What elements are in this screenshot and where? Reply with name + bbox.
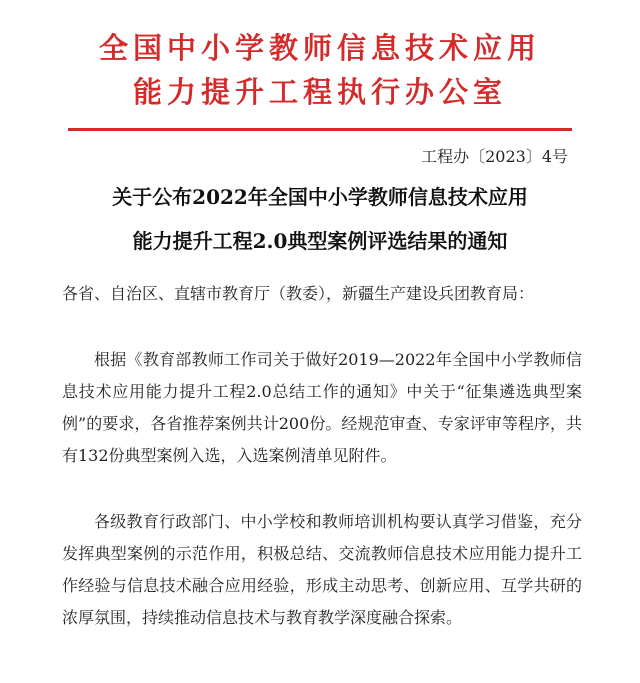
red-divider-line xyxy=(68,128,572,131)
document-number: 工程办〔2023〕4号 xyxy=(421,147,568,166)
body-paragraph-2: 各级教育行政部门、中小学校和教师培训机构要认真学习借鉴，充分发挥典型案例的示范作用，积极总结、交流教师信息技术应用能力提升工作经验与信息技术融合应用经验，形成主动思考、创新应用、互学共研的浓厚氛围，持续推动信息技术与教育教学深度融合探索。 xyxy=(62,512,582,627)
addressee: 各省、自治区、直辖市教育厅（教委），新疆生产建设兵团教育局： xyxy=(62,284,535,303)
body-paragraph-1: 根据《教育部教师工作司关于做好2019—2022年全国中小学教师信息技术应用能力提升工程2.0总结工作的通知》中关于“征集遴选典型案例”的要求，各省推荐案例共计200份。经规范审查、专家评审等程序，共有132份典型案例入选，入选案例清单见附件。 xyxy=(62,350,582,465)
notice-title-line-2: 能力提升工程2.0典型案例评选结果的通知 xyxy=(132,229,508,253)
issuer-header-line-1: 全国中小学教师信息技术应用 xyxy=(98,31,541,65)
issuer-header-line-2: 能力提升工程执行办公室 xyxy=(132,75,507,109)
notice-title-line-1: 关于公布2022年全国中小学教师信息技术应用 xyxy=(112,185,528,209)
